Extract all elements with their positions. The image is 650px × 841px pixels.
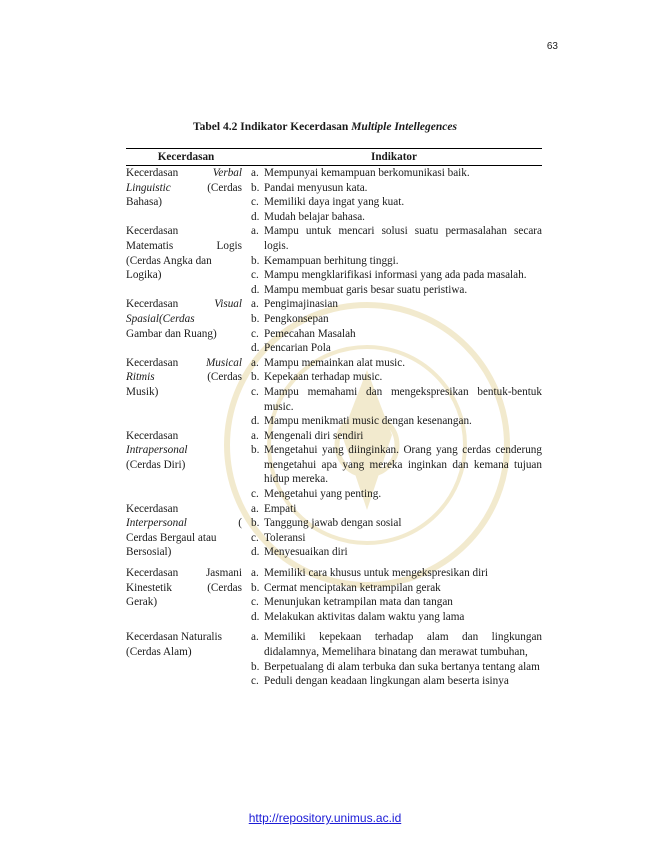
item-text: Mengetahui yang penting.: [264, 488, 382, 501]
indikator-item: [251, 595, 542, 610]
kecerdasan-text: Kecerdasan: [126, 356, 179, 369]
indikator-item: [251, 660, 542, 675]
kecerdasan-cell: [126, 566, 251, 624]
item-text: Mempunyai kemampuan berkomunikasi baik.: [264, 167, 470, 179]
indikator-item: [251, 610, 542, 625]
item-letter: c.: [251, 531, 259, 544]
kecerdasan-text: Kecerdasan: [126, 298, 179, 311]
item-text: Kepekaan terhadap music.: [264, 371, 383, 384]
indikator-cell: [251, 566, 542, 624]
kecerdasan-cell: [126, 356, 251, 429]
item-letter: a.: [251, 502, 259, 515]
kecerdasan-cell: [126, 297, 251, 355]
indikator-item: [251, 356, 542, 371]
indicator-table: [126, 148, 542, 689]
indikator-cell: [251, 356, 542, 429]
kecerdasan-text: Kecerdasan: [126, 502, 179, 515]
indikator-item: [251, 502, 542, 517]
kecerdasan-cell: [126, 224, 251, 297]
item-text: Cermat menciptakan ketrampilan gerak: [264, 581, 441, 594]
table-caption: Tabel 4.2 Indikator Kecerdasan Multiple Intellegences: [193, 121, 457, 133]
item-letter: d.: [251, 546, 260, 559]
item-letter: d.: [251, 210, 260, 223]
indikator-cell: [251, 297, 542, 355]
item-letter: a.: [251, 356, 259, 369]
item-text: Tanggung jawab dengan sosial: [264, 517, 402, 530]
kecerdasan-text: Kecerdasan: [126, 167, 179, 179]
item-letter: b.: [251, 444, 260, 457]
table-row: [126, 429, 542, 502]
item-letter: a.: [251, 631, 259, 644]
indikator-cell: [251, 224, 542, 297]
item-letter: b.: [251, 660, 260, 673]
indikator-item: [251, 254, 542, 269]
indikator-item: [251, 370, 542, 385]
kecerdasan-text: Kecerdasan: [126, 429, 179, 442]
kecerdasan-cell: [126, 166, 251, 224]
kecerdasan-text: Interpersonal: [126, 517, 187, 530]
item-letter: d.: [251, 342, 260, 355]
item-text: Pengimajinasian: [264, 298, 338, 311]
table-row: [126, 297, 542, 355]
item-text: Memiliki daya ingat yang kuat.: [264, 196, 405, 209]
kecerdasan-text: (Cerdas: [207, 371, 242, 384]
item-text: Melakukan aktivitas dalam waktu yang lama: [264, 610, 465, 623]
item-text: Mengenali diri sendiri: [264, 429, 364, 442]
item-text: Pemecahan Masalah: [264, 327, 356, 340]
item-text: Mampu untuk mencari solusi suatu permasalahan secara logis.: [264, 225, 542, 252]
indikator-item: [251, 429, 542, 444]
table-row: [126, 566, 542, 624]
item-letter: c.: [251, 488, 259, 501]
header-indikator: Indikator: [370, 151, 417, 163]
item-text: Memiliki cara khusus untuk mengekspresikan diri: [264, 567, 489, 580]
indikator-item: [251, 297, 542, 312]
kecerdasan-text: Verbal: [212, 167, 242, 179]
indikator-item: [251, 674, 542, 689]
indikator-item: [251, 181, 542, 196]
kecerdasan-text: Linguistic: [126, 181, 171, 194]
indikator-item: [251, 516, 542, 531]
item-letter: c.: [251, 269, 259, 282]
item-letter: b.: [251, 312, 260, 325]
kecerdasan-text: Cerdas Bergaul atau: [126, 531, 217, 544]
indikator-item: [251, 581, 542, 596]
table-row: [126, 166, 542, 224]
kecerdasan-text: (Cerdas Diri): [126, 458, 186, 471]
kecerdasan-text: Musik): [126, 385, 159, 398]
item-letter: c.: [251, 596, 259, 609]
item-text: Menyesuaikan diri: [264, 546, 348, 559]
item-text: Mampu mengklarifikasi informasi yang ada pada masalah.: [264, 269, 527, 282]
item-text: Pencarian Pola: [264, 342, 331, 355]
item-letter: d.: [251, 610, 260, 623]
item-text: Mampu memahami dan mengekspresikan bentuk-bentuk music.: [264, 385, 542, 413]
indikator-item: [251, 531, 542, 546]
kecerdasan-text: Kinestetik: [126, 581, 172, 594]
indikator-item: [251, 341, 542, 356]
indikator-item: [251, 268, 542, 283]
indikator-cell: [251, 429, 542, 502]
item-letter: b.: [251, 517, 260, 530]
indikator-cell: [251, 166, 542, 224]
item-letter: c.: [251, 327, 259, 340]
item-letter: a.: [251, 167, 259, 179]
repository-link[interactable]: http://repository.unimus.ac.id: [248, 811, 402, 825]
kecerdasan-text: Gambar dan Ruang): [126, 327, 217, 340]
item-letter: a.: [251, 298, 259, 311]
item-text: Mampu menikmati music dengan kesenangan.: [264, 415, 472, 428]
indikator-cell: [251, 630, 542, 688]
kecerdasan-text: Kecerdasan Naturalis: [126, 631, 222, 644]
item-text: Toleransi: [264, 531, 306, 544]
table-row: [126, 224, 542, 297]
item-letter: d.: [251, 415, 260, 428]
indikator-item: [251, 414, 542, 429]
kecerdasan-text: (: [238, 517, 242, 530]
item-letter: a.: [251, 225, 259, 238]
indikator-item: [251, 487, 542, 502]
item-letter: c.: [251, 196, 259, 209]
kecerdasan-text: Kecerdasan: [126, 225, 179, 238]
indikator-item: [251, 385, 542, 414]
kecerdasan-text: Visual: [214, 298, 242, 311]
item-text: Pandai menyusun kata.: [264, 181, 368, 194]
item-text: Pengkonsepan: [264, 312, 329, 325]
kecerdasan-text: (Cerdas Angka dan: [126, 254, 212, 267]
indikator-item: [251, 566, 542, 581]
kecerdasan-text: Kecerdasan: [126, 567, 179, 580]
indikator-item: [251, 443, 542, 487]
kecerdasan-text: Jasmani: [205, 567, 242, 580]
indikator-item: [251, 630, 542, 659]
item-letter: b.: [251, 181, 260, 194]
footer: [0, 811, 650, 825]
item-text: Berpetualang di alam terbuka dan suka bertanya tentang alam: [264, 660, 540, 673]
item-text: Mampu memainkan alat music.: [264, 356, 406, 369]
table-body: [126, 166, 542, 689]
table-header: [126, 148, 542, 166]
kecerdasan-cell: [126, 630, 251, 688]
indikator-item: [251, 283, 542, 298]
kecerdasan-text: Gerak): [126, 596, 158, 609]
kecerdasan-text: Logika): [126, 269, 162, 282]
kecerdasan-text: Matematis: [126, 239, 174, 252]
kecerdasan-cell: [126, 429, 251, 502]
kecerdasan-text: Spasial(Cerdas: [126, 312, 195, 325]
indikator-item: [251, 224, 542, 253]
item-letter: b.: [251, 254, 260, 267]
header-kecerdasan: Kecerdasan: [157, 151, 215, 163]
kecerdasan-text: Ritmis: [126, 371, 155, 384]
item-letter: a.: [251, 567, 259, 580]
indikator-item: [251, 166, 542, 181]
item-letter: c.: [251, 675, 259, 688]
item-letter: d.: [251, 283, 260, 296]
page-number: 63: [546, 41, 558, 52]
kecerdasan-text: (Cerdas: [207, 181, 242, 194]
kecerdasan-cell: [126, 502, 251, 560]
item-letter: a.: [251, 429, 259, 442]
kecerdasan-text: (Cerdas: [207, 581, 242, 594]
kecerdasan-text: (Cerdas Alam): [126, 646, 192, 658]
item-text: Peduli dengan keadaan lingkungan alam beserta isinya: [264, 675, 509, 688]
item-text: Mudah belajar bahasa.: [264, 210, 365, 223]
item-text: Empati: [264, 502, 297, 515]
item-text: Menunjukan ketrampilan mata dan tangan: [264, 596, 453, 609]
item-text: Kemampuan berhitung tinggi.: [264, 254, 399, 267]
item-text: Memiliki kepekaan terhadap alam dan lingkungan didalamnya, Memelihara binatang dan merawat tumbuhan,: [264, 631, 542, 658]
indikator-cell: [251, 502, 542, 560]
indikator-item: [251, 312, 542, 327]
indikator-item: [251, 195, 542, 210]
table-row: [126, 630, 542, 688]
indikator-item: [251, 545, 542, 560]
indikator-item: [251, 210, 542, 225]
table-row: [126, 502, 542, 560]
kecerdasan-text: Musical: [205, 356, 242, 369]
item-text: Mengetahui yang diinginkan. Orang yang cerdas cenderung mengetahui apa yang mereka inginkan dan kemana tujuan hidup mereka.: [264, 444, 542, 486]
item-letter: b.: [251, 371, 260, 384]
kecerdasan-text: Logis: [216, 239, 242, 252]
table-row: [126, 356, 542, 429]
kecerdasan-text: Bersosial): [126, 546, 172, 559]
indikator-item: [251, 327, 542, 342]
item-text: Mampu membuat garis besar suatu peristiwa.: [264, 283, 468, 296]
item-letter: b.: [251, 581, 260, 594]
kecerdasan-text: Bahasa): [126, 196, 163, 209]
item-letter: c.: [251, 385, 259, 398]
kecerdasan-text: Intrapersonal: [126, 444, 188, 457]
